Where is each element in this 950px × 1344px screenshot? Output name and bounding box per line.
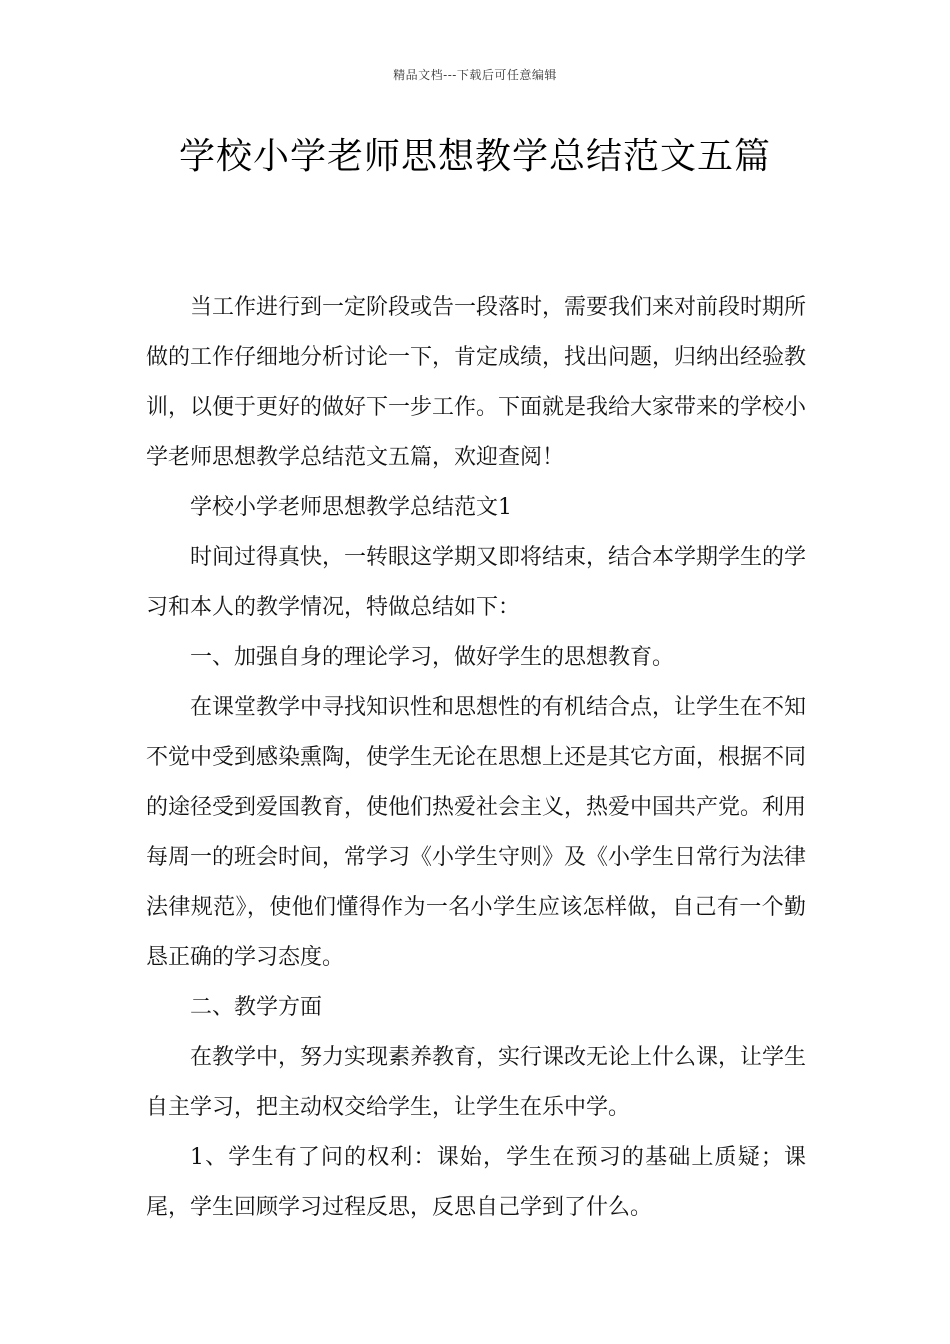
body-paragraph: 1、学生有了问的权利：课始，学生在预习的基础上质疑；课尾，学生回顾学习过程反思，反思自己学到了什么。 [146, 1145, 806, 1220]
subheading-2: 二、教学方面 [190, 995, 323, 1020]
header-note: 精品文档---下载后可任意编辑 [393, 68, 557, 82]
subheading-1: 一、加强自身的理论学习，做好学生的思想教育。 [190, 645, 675, 670]
body-paragraph: 时间过得真快，一转眼这学期又即将结束，结合本学期学生的学习和本人的教学情况，特做总结如下： [146, 545, 807, 620]
document-title: 学校小学老师思想教学总结范文五篇 [178, 136, 771, 177]
document-body [146, 283, 806, 1233]
section-heading-1: 学校小学老师思想教学总结范文1 [190, 495, 512, 520]
intro-paragraph: 当工作进行到一定阶段或告一段落时，需要我们来对前段时期所做的工作仔细地分析讨论一下，肯定成绩，找出问题，归纳出经验教训，以便于更好的做好下一步工作。下面就是我给大家带来的学校小学老师思想教学总结范文五篇，欢迎查阅！ [146, 295, 807, 470]
body-paragraph: 在课堂教学中寻找知识性和思想性的有机结合点，让学生在不知不觉中受到感染熏陶，使学生无论在思想上还是其它方面，根据不同的途径受到爱国教育，使他们热爱社会主义，热爱中国共产党。利用每周一的班会时间，常学习《小学生守则》及《小学生日常行为法律法律规范》，使他们懂得作为一名小学生应该怎样做，自己有一个勤恳正确的学习态度。 [146, 695, 807, 970]
body-paragraph: 在教学中，努力实现素养教育，实行课改无论上什么课，让学生自主学习，把主动权交给学生，让学生在乐中学。 [146, 1045, 807, 1120]
